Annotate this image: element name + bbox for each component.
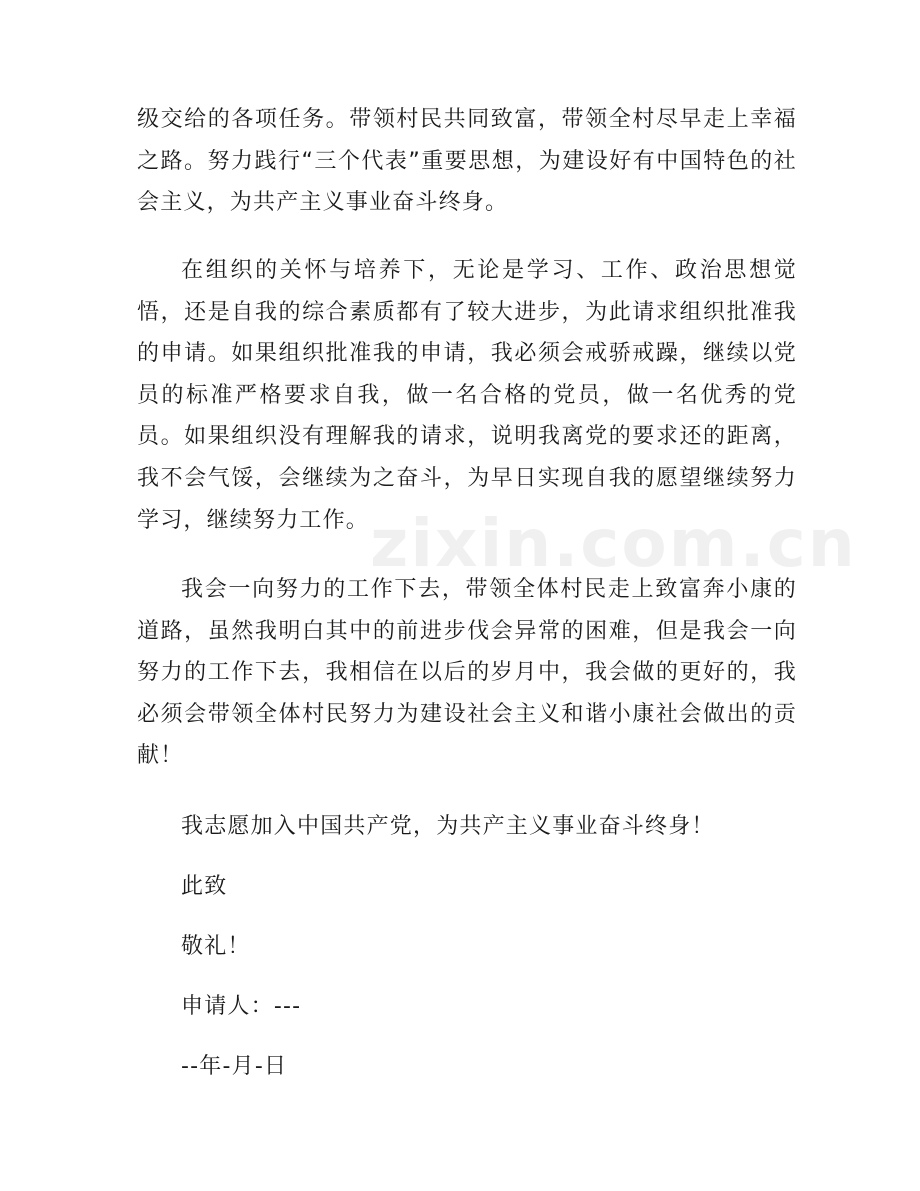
watermark: zixin.com.cn [370, 505, 857, 582]
date-line: --年-月-日 [181, 1054, 288, 1079]
paragraph-1-block [137, 99, 797, 224]
salute-line: 敬礼！ [181, 934, 251, 959]
paragraph-2-block [137, 250, 797, 541]
closing-line: 此致 [181, 874, 228, 899]
paragraph-3: 我会一向努力的工作下去，带领全体村民走上致富奔小康的道路，虽然我明白其中的前进步伐会异常的困难，但是我会一向努力的工作下去，我相信在以后的岁月中，我会做的更好的，我必须会带领全体村民努力为建设社会主义和谐小康社会做出的贡献！ [137, 577, 797, 769]
paragraph-3-block [137, 569, 797, 777]
applicant-label: 申请人： [181, 994, 274, 1019]
paragraph-1: 级交给的各项任务。带领村民共同致富，带领全村尽早走上幸福之路。努力践行“三个代表”重要思想，为建设好有中国特色的社会主义，为共产主义事业奋斗终身。 [137, 107, 797, 216]
paragraph-2: 在组织的关怀与培养下，无论是学习、工作、政治思想觉悟，还是自我的综合素质都有了较大进步，为此请求组织批准我的申请。如果组织批准我的申请，我必须会戒骄戒躁，继续以党员的标准严格要求自我，做一名合格的党员，做一名优秀的党员。如果组织没有理解我的请求，说明我离党的要求还的距离，我不会气馁，会继续为之奋斗，为早日实现自我的愿望继续努力学习，继续努力工作。 [137, 258, 797, 533]
pledge-line: 我志愿加入中国共产党，为共产主义事业奋斗终身！ [181, 814, 715, 839]
applicant-value: --- [273, 994, 302, 1019]
applicant-line [181, 986, 301, 1028]
